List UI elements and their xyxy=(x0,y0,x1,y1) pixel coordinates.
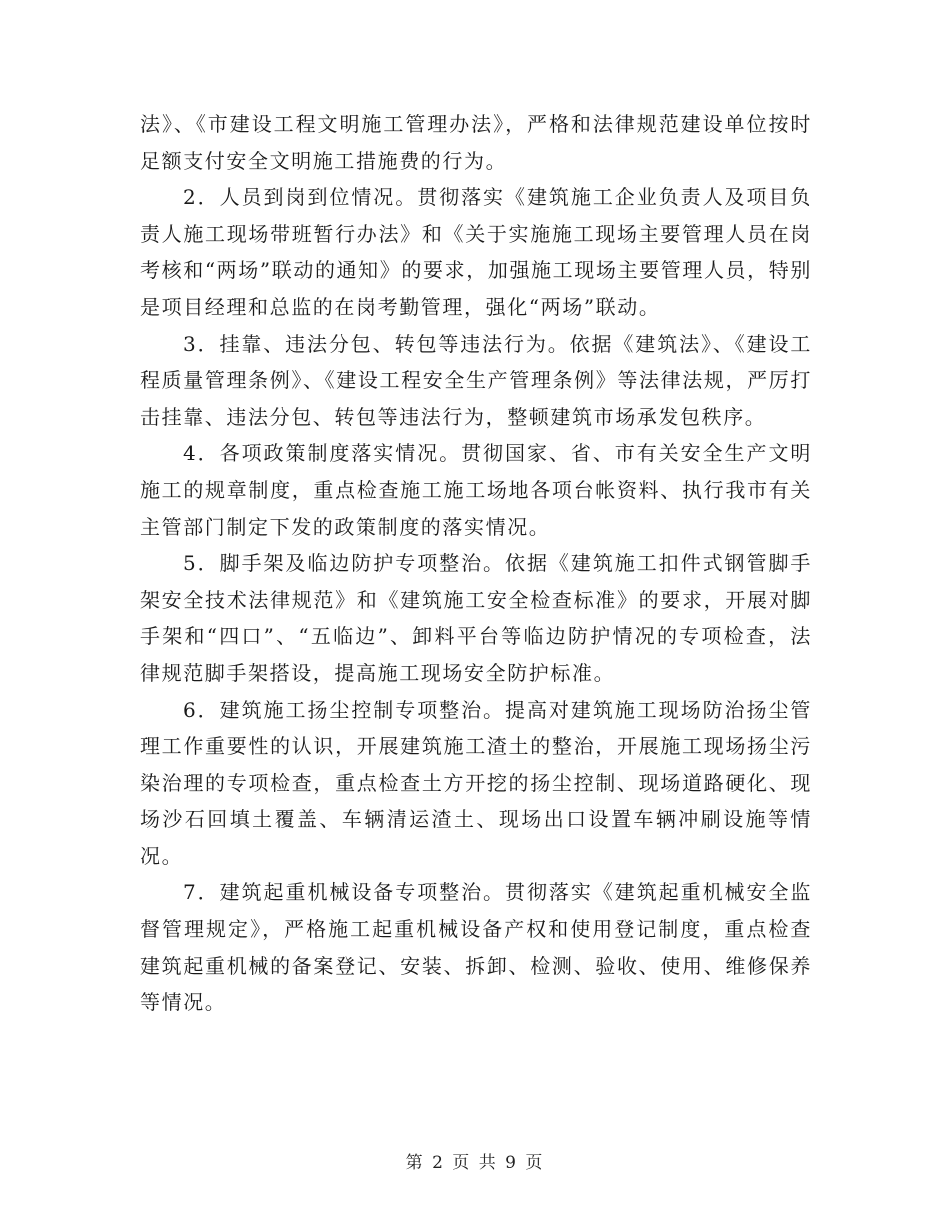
paragraph-item-7: 7．建筑起重机械设备专项整治。贯彻落实《建筑起重机械安全监督管理规定》，严格施工起重机械设备产权和使用登记制度，重点检查建筑起重机械的备案登记、安装、拆卸、检测、验收、使用、维修保养等情况。 xyxy=(140,880,812,1015)
document-body xyxy=(140,106,812,1021)
paragraph-item-3: 3．挂靠、违法分包、转包等违法行为。依据《建筑法》、《建设工程质量管理条例》、《建设工程安全生产管理条例》等法律法规，严厉打击挂靠、违法分包、转包等违法行为，整顿建筑市场承发包秩序。 xyxy=(140,331,812,429)
paragraph-item-5: 5．脚手架及临边防护专项整治。依据《建筑施工扣件式钢管脚手架安全技术法律规范》和《建筑施工安全检查标准》的要求，开展对脚手架和“四口”、“五临边”、卸料平台等临边防护情况的专项检查，法律规范脚手架搭设，提高施工现场安全防护标准。 xyxy=(140,551,812,685)
page-number-footer: 第 2 页 共 9 页 xyxy=(405,1153,545,1173)
paragraph-continuation: 法》、《市建设工程文明施工管理办法》，严格和法律规范建设单位按时足额支付安全文明施工措施费的行为。 xyxy=(140,112,812,173)
paragraph-item-4: 4．各项政策制度落实情况。贯彻国家、省、市有关安全生产文明施工的规章制度，重点检查施工施工场地各项台帐资料、执行我市有关主管部门制定下发的政策制度的落实情况。 xyxy=(140,441,812,539)
paragraph-item-2: 2．人员到岗到位情况。贯彻落实《建筑施工企业负责人及项目负责人施工现场带班暂行办法》和《关于实施施工现场主要管理人员在岗考核和“两场”联动的通知》的要求，加强施工现场主要管理人员，特别是项目经理和总监的在岗考勤管理，强化“两场”联动。 xyxy=(140,185,812,319)
paragraph-item-6: 6．建筑施工扬尘控制专项整治。提高对建筑施工现场防治扬尘管理工作重要性的认识，开展建筑施工渣土的整治，开展施工现场扬尘污染治理的专项检查，重点检查土方开挖的扬尘控制、现场道路硬化、现场沙石回填土覆盖、车辆清运渣土、现场出口设置车辆冲刷设施等情况。 xyxy=(140,697,812,868)
